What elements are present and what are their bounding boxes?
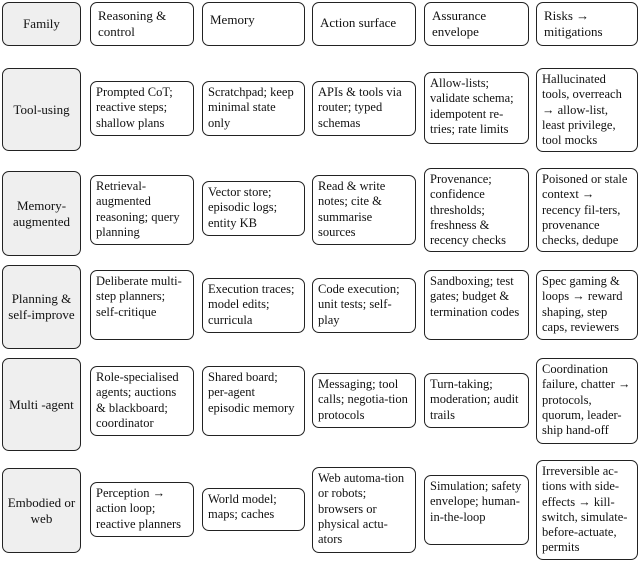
cell-text: Role-specialised agents; auctions & blackboard; coordinator [96,370,179,430]
cell-text: Spec gaming & loops → reward shaping, step caps, reviewers [542,274,623,334]
cell-text: Irreversible ac-tions with side-effects → kill-switch, simulate-before-actuate, permits [542,464,628,555]
cell-text: Turn-taking; moderation; audit trails [430,377,519,422]
header-assurance [424,2,529,46]
cell-assurance [424,373,529,428]
header-risks-label: Risks → mitigations [544,8,603,39]
cell-text: Web automa-tion or robots; browsers or physical actu-ators [318,471,405,547]
cell-text: Deliberate multi-step planners; self-critique [96,274,182,319]
header-family-label: Family [23,16,60,31]
cell-memory [202,366,305,436]
cell-memory [202,488,305,531]
cell-text: World model; maps; caches [208,492,277,522]
cell-reasoning [90,175,194,245]
cell-action [312,373,416,428]
cell-text: Prompted CoT; reactive steps; shallow plans [96,85,173,130]
header-assurance-label: Assurance envelope [432,8,487,39]
header-memory [202,2,305,46]
cell-text: Execution traces; model edits; curricula [208,282,295,327]
cell-text: Sandboxing; test gates; budget & termination codes [430,274,520,319]
family-embodied [2,468,81,553]
cell-text: Vector store; episodic logs; entity KB [208,185,278,230]
family-planning [2,265,81,349]
cell-text: Coordination failure, chatter → protocols, quorum, leader-ship hand-off [542,362,631,438]
cell-text: Allow-lists; validate schema; idempotent re-tries; rate limits [430,76,514,136]
cell-text: Retrieval-augmented reasoning; query planning [96,179,180,239]
header-action [312,2,416,46]
cell-text: Perception → action loop; reactive planners [96,486,182,531]
cell-reasoning [90,81,194,136]
family-memory-augmented [2,171,81,256]
cell-reasoning [90,270,194,340]
cell-action [312,467,416,553]
cell-reasoning [90,482,194,537]
cell-risks [536,358,638,444]
cell-risks [536,168,638,252]
cell-reasoning [90,366,194,436]
cell-text: Shared board; per-agent episodic memory [208,370,295,415]
header-action-label: Action surface [320,15,397,30]
family-tool-using [2,68,81,151]
cell-text: APIs & tools via router; typed schemas [318,85,402,130]
cell-assurance [424,270,529,340]
cell-memory [202,181,305,236]
cell-assurance [424,475,529,545]
cell-text: Simulation; safety envelope; human-in-the-loop [430,479,522,524]
cell-risks [536,460,638,560]
header-reasoning-label: Reasoning & control [98,8,167,39]
cell-text: Poisoned or stale context → recency fil-ters, provenance checks, dedupe [542,172,628,248]
cell-assurance [424,72,529,144]
family-label: Memory-augmented [12,197,71,229]
cell-action [312,81,416,136]
cell-text: Code execution; unit tests; self-play [318,282,400,327]
family-label: Embodied or web [7,494,76,526]
cell-memory [202,81,305,136]
cell-risks [536,270,638,340]
cell-text: Scratchpad; keep minimal state only [208,85,294,130]
header-reasoning [90,2,194,46]
family-multi-agent [2,358,81,451]
cell-assurance [424,168,529,252]
cell-text: Hallucinated tools, overreach → allow-list, least privilege, tool mocks [542,72,622,148]
header-risks [536,2,638,46]
cell-text: Provenance; confidence thresholds; freshness & recency checks [430,172,506,248]
cell-action [312,278,416,333]
cell-risks [536,68,638,152]
cell-text: Messaging; tool calls; negotia-tion protocols [318,377,408,422]
cell-action [312,175,416,245]
header-memory-label: Memory [210,12,255,27]
family-label: Tool-using [13,101,70,117]
cell-memory [202,278,305,333]
header-family [2,2,81,46]
family-label: Planning & self-improve [8,291,75,322]
cell-text: Read & write notes; cite & summarise sources [318,179,386,239]
family-label: Multi -agent [9,396,74,412]
